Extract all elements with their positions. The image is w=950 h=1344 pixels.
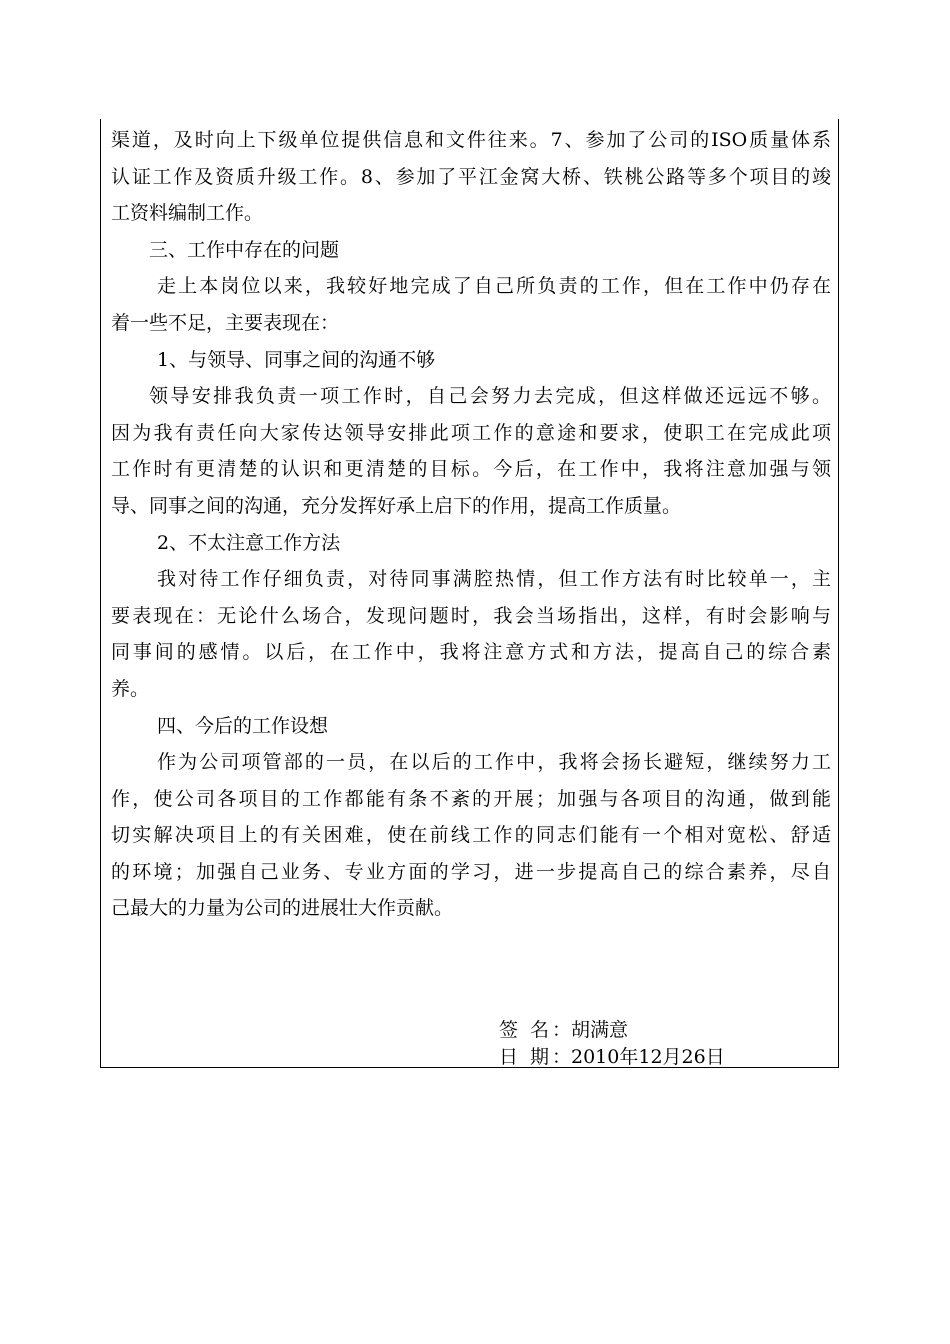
sub-heading: 1、与领导、同事之间的沟通不够 xyxy=(157,348,436,371)
paragraph-line: 作为公司项管部的一员，在以后的工作中，我将会扬长避短，继续努力工 xyxy=(157,751,831,774)
paragraph-line: 的环境；加强自己业务、专业方面的学习，进一步提高自己的综合素养，尽自 xyxy=(111,860,831,883)
signature-block xyxy=(499,1017,819,1071)
signature-name-label: 签 名： xyxy=(499,1019,571,1041)
paragraph-line: 领导安排我负责一项工作时，自己会努力去完成，但这样做还远远不够。 xyxy=(149,385,831,408)
paragraph-line: 己最大的力量为公司的进展壮大作贡献。 xyxy=(111,897,454,920)
paragraph-line: 渠道，及时向上下级单位提供信息和文件往来。7、参加了公司的ISO质量体系 xyxy=(111,129,831,151)
paragraph-line: 认证工作及资质升级工作。8、参加了平江金窝大桥、铁桃公路等多个项目的竣 xyxy=(111,165,831,188)
signature-date-label: 日 期： xyxy=(499,1046,571,1068)
document-frame xyxy=(100,119,839,1068)
paragraph-line: 走上本岗位以来，我较好地完成了自己所负责的工作，但在工作中仍存在 xyxy=(157,275,831,298)
paragraph-line: 工作时有更清楚的认识和更清楚的目标。今后，在工作中，我将注意加强与领 xyxy=(111,458,831,481)
signature-date-value: 2010年12月26日 xyxy=(571,1046,725,1068)
sub-heading: 2、不太注意工作方法 xyxy=(157,531,341,554)
paragraph-line: 要表现在：无论什么场合，发现问题时，我会当场指出，这样，有时会影响与 xyxy=(111,604,831,627)
section-heading: 四、今后的工作设想 xyxy=(157,714,329,737)
signature-name-value: 胡满意 xyxy=(571,1019,629,1041)
paragraph-line: 着一些不足，主要表现在： xyxy=(111,311,340,334)
paragraph-line: 作，使公司各项目的工作都能有条不紊的开展；加强与各项目的沟通，做到能 xyxy=(111,787,831,810)
paragraph-line: 因为我有责任向大家传达领导安排此项工作的意途和要求，使职工在完成此项 xyxy=(111,421,831,444)
paragraph-line: 工资料编制工作。 xyxy=(111,202,264,225)
signature-date-row xyxy=(499,1044,819,1071)
paragraph-line: 同事间的感情。以后，在工作中，我将注意方式和方法，提高自己的综合素 xyxy=(111,641,831,664)
paragraph-line: 我对待工作仔细负责，对待同事满腔热情，但工作方法有时比较单一，主 xyxy=(157,568,831,591)
document-body xyxy=(111,122,831,927)
paragraph-line: 切实解决项目上的有关困难，使在前线工作的同志们能有一个相对宽松、舒适 xyxy=(111,824,831,847)
paragraph-line: 养。 xyxy=(111,677,150,700)
signature-name-row xyxy=(499,1017,819,1044)
section-heading: 三、工作中存在的问题 xyxy=(149,238,340,261)
paragraph-line: 导、同事之间的沟通，充分发挥好承上启下的作用，提高工作质量。 xyxy=(111,494,682,517)
